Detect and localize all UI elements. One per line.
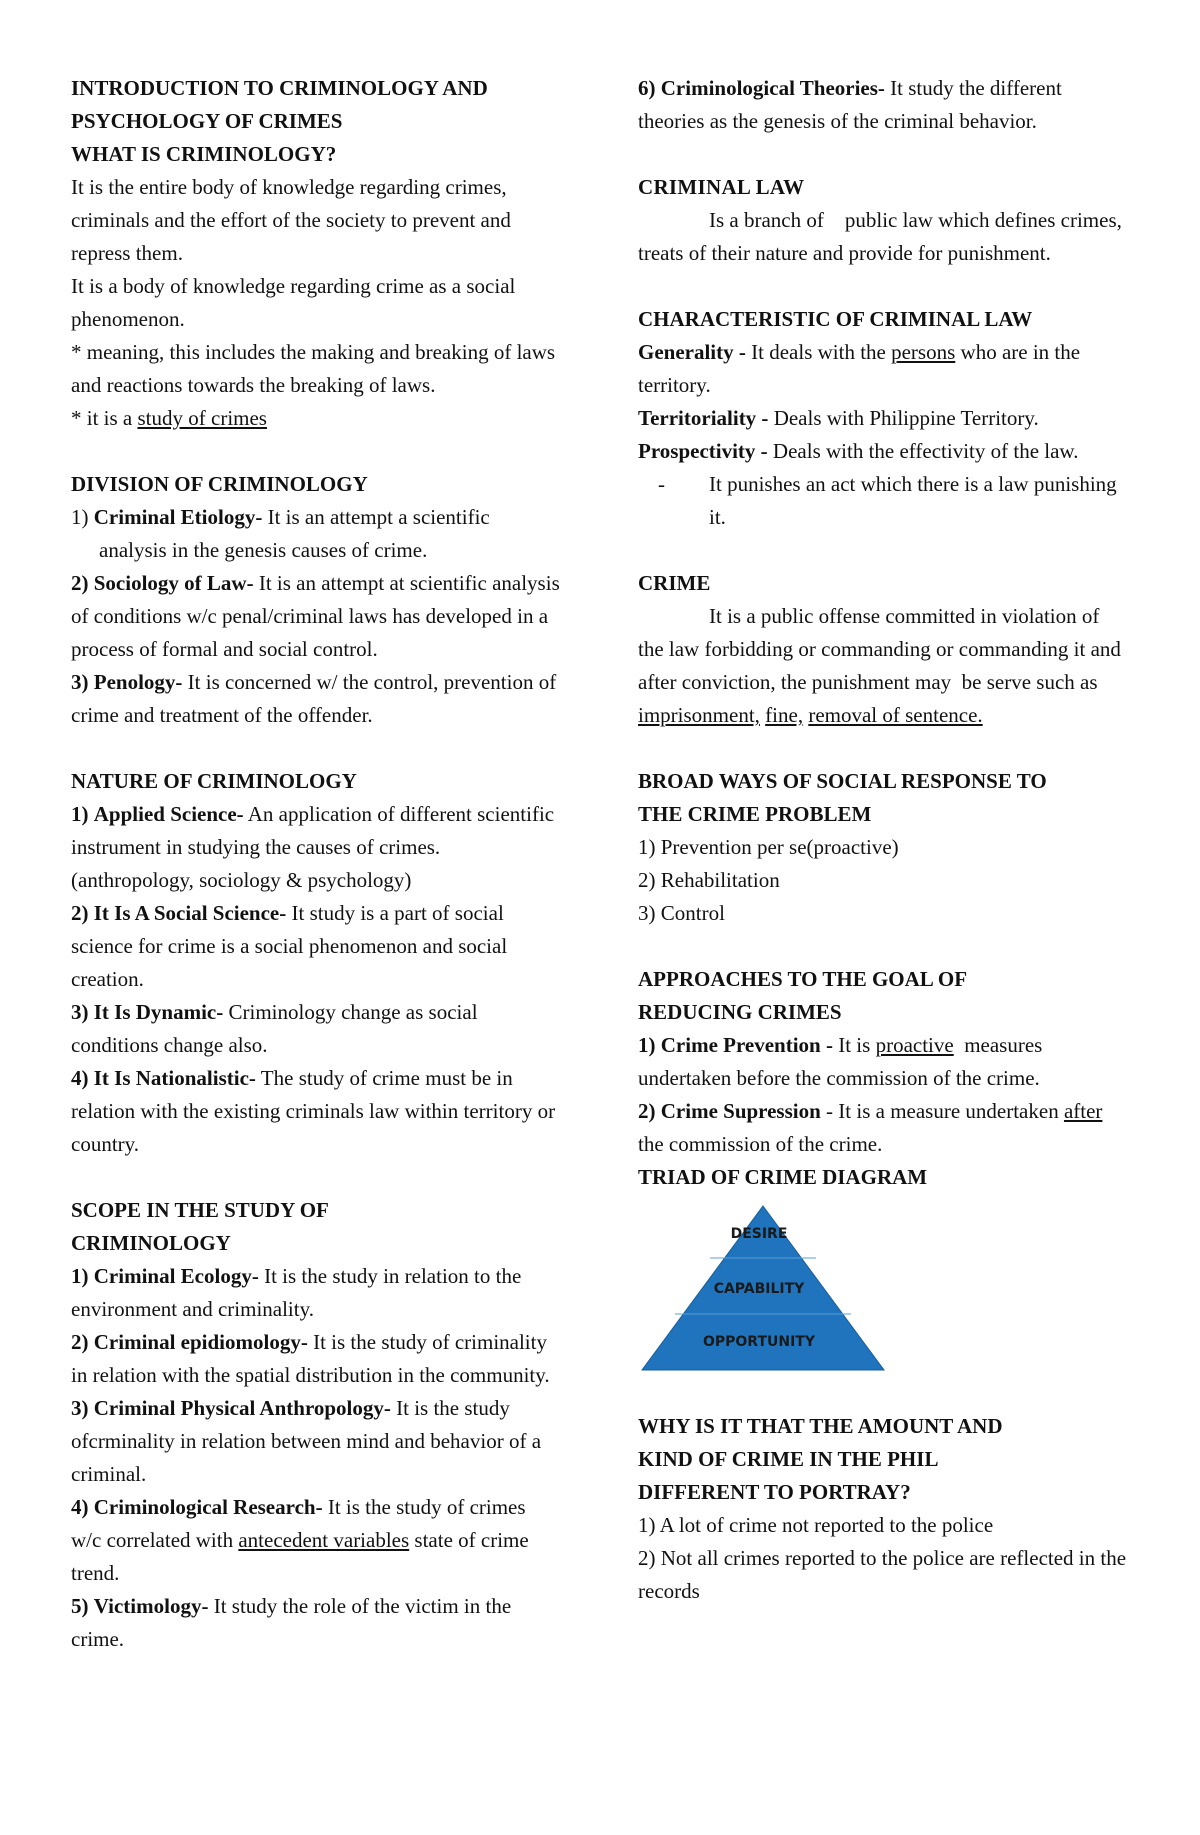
- item-text: It deals with the: [745, 340, 892, 364]
- dash-item-text: It punishes an act which there is a law punishing it.: [709, 472, 1117, 529]
- item-text: Deals with the effectivity of the law.: [767, 439, 1079, 463]
- why-item-2: 2) Not all crimes reported to the police are reflected in the records: [638, 1546, 1127, 1603]
- item-text: - It is a measure undertaken: [820, 1099, 1064, 1123]
- item-term: Criminological Theories-: [660, 76, 885, 100]
- characteristic-territoriality: [638, 402, 1128, 435]
- item-term: Crime Prevention -: [660, 1033, 833, 1057]
- item-term: Applied Science-: [93, 802, 244, 826]
- nature-heading: NATURE OF CRIMINOLOGY: [71, 769, 357, 793]
- item-text: An application of different scientific instrument in studying the causes of crimes. (anthropology, sociology & psychology): [71, 802, 555, 892]
- item-term: It Is A Social Science-: [93, 901, 287, 925]
- crime-text: It is a public offense committed in violation of the law forbidding or commanding or commanding it and after conviction, the punishment may be serve such as: [638, 604, 1127, 694]
- broad-ways-heading-line-1: BROAD WAYS OF SOCIAL RESPONSE TO: [638, 769, 1047, 793]
- scope-item-3: [71, 1392, 561, 1491]
- prospectivity-dash-item: [638, 468, 1128, 534]
- item-text: It is an attempt at scientific analysis of conditions w/c penal/criminal laws has developed in a process of formal and social control.: [71, 571, 560, 661]
- scope-item-5: [71, 1590, 561, 1656]
- what-is-criminology-heading: WHAT IS CRIMINOLOGY?: [71, 142, 337, 166]
- crime-underlined-1: imprisonment,: [638, 703, 760, 727]
- item-text: It is concerned w/ the control, prevention of crime and treatment of the offender.: [71, 670, 557, 727]
- nature-item-1: [71, 798, 561, 897]
- why-heading-line-2: KIND OF CRIME IN THE PHIL: [638, 1447, 939, 1471]
- item-term: Criminal Etiology-: [93, 505, 263, 529]
- scope-item-4: [71, 1491, 561, 1590]
- item-number: 1): [71, 802, 89, 826]
- division-item-1: [71, 501, 561, 567]
- item-number: 1): [638, 1033, 656, 1057]
- item-number: 2): [71, 571, 89, 595]
- definition-note-2: [71, 402, 561, 435]
- item-number: 3): [71, 670, 89, 694]
- item-text-end: measures undertaken before the commission of the crime.: [638, 1033, 1048, 1090]
- scope-heading-line-1: SCOPE IN THE STUDY OF: [71, 1198, 329, 1222]
- item-term: Criminal epidiomology-: [93, 1330, 308, 1354]
- item-number: 4): [71, 1066, 89, 1090]
- why-heading-line-1: WHY IS IT THAT THE AMOUNT AND: [638, 1414, 1003, 1438]
- item-number: 4): [71, 1495, 89, 1519]
- characteristic-generality: [638, 336, 1128, 402]
- scope-item-1: [71, 1260, 561, 1326]
- broad-ways-item-2: 2) Rehabilitation: [638, 868, 780, 892]
- left-column: [71, 72, 561, 1656]
- triad-heading: TRIAD OF CRIME DIAGRAM: [638, 1165, 928, 1189]
- item-text: It is the study of criminality in relation with the spatial distribution in the community.: [71, 1330, 550, 1387]
- characteristic-prospectivity: [638, 435, 1128, 468]
- triad-of-crime-diagram: [638, 1202, 888, 1374]
- item-underlined: proactive: [875, 1033, 954, 1057]
- item-number: 2): [71, 1330, 89, 1354]
- item-number: 5): [71, 1594, 89, 1618]
- item-number: 3): [71, 1000, 89, 1024]
- scope-item-2: [71, 1326, 561, 1392]
- item-text: It study the different theories as the genesis of the criminal behavior.: [638, 76, 1062, 133]
- triad-label-capability: CAPABILITY: [713, 1281, 805, 1297]
- dash-marker: -: [658, 472, 665, 496]
- definition-paragraph-2: It is a body of knowledge regarding crime as a social phenomenon.: [71, 274, 516, 331]
- right-column: [638, 72, 1128, 1608]
- triad-pyramid: [638, 1202, 888, 1374]
- item-term: Territoriality -: [638, 406, 769, 430]
- item-term: It Is Dynamic-: [93, 1000, 224, 1024]
- item-underlined: after: [1063, 1099, 1103, 1123]
- approach-item-2: [638, 1095, 1128, 1161]
- characteristic-heading: CHARACTERISTIC OF CRIMINAL LAW: [638, 307, 1033, 331]
- item-text: It study is a part of social science for crime is a social phenomenon and social creation.: [71, 901, 508, 991]
- broad-ways-item-1: 1) Prevention per se(proactive): [638, 835, 899, 859]
- item-number: 3): [71, 1396, 89, 1420]
- division-item-3: [71, 666, 561, 732]
- item-text-end: state of crime trend.: [71, 1528, 529, 1585]
- approaches-heading-line-2: REDUCING CRIMES: [638, 1000, 842, 1024]
- item-term: Criminological Research-: [93, 1495, 323, 1519]
- item-text: It is: [832, 1033, 876, 1057]
- item-text: It study the role of the victim in the crime.: [71, 1594, 512, 1651]
- broad-ways-item-3: 3) Control: [638, 901, 725, 925]
- broad-ways-heading-line-2: THE CRIME PROBLEM: [638, 802, 872, 826]
- item-underlined: antecedent variables: [238, 1528, 410, 1552]
- approaches-heading-line-1: APPROACHES TO THE GOAL OF: [638, 967, 968, 991]
- scope-heading-line-2: CRIMINOLOGY: [71, 1231, 231, 1255]
- theories-item: [638, 72, 1128, 138]
- doc-title-line-2: PSYCHOLOGY OF CRIMES: [71, 109, 343, 133]
- item-term: Criminal Physical Anthropology-: [93, 1396, 391, 1420]
- note-text: * it is a: [71, 406, 138, 430]
- item-text-end: the commission of the crime.: [638, 1132, 883, 1156]
- item-number: 6): [638, 76, 656, 100]
- nature-item-2: [71, 897, 561, 996]
- item-term: Criminal Ecology-: [93, 1264, 259, 1288]
- nature-item-4: [71, 1062, 561, 1161]
- item-text: It is the study in relation to the environment and criminality.: [71, 1264, 522, 1321]
- crime-underlined-3: removal of sentence.: [808, 703, 983, 727]
- crime-underlined-2: fine,: [765, 703, 804, 727]
- item-text: Criminology change as social conditions change also.: [71, 1000, 478, 1057]
- item-text-end: who are in the territory.: [638, 340, 1081, 397]
- item-term: It Is Nationalistic-: [93, 1066, 256, 1090]
- item-number: 2): [71, 901, 89, 925]
- crime-heading: CRIME: [638, 571, 711, 595]
- criminal-law-definition: Is a branch of public law which defines crimes, treats of their nature and provide for punishment.: [638, 208, 1128, 265]
- heading-text: CRIMINAL LAW: [638, 175, 805, 199]
- division-item-2: [71, 567, 561, 666]
- nature-item-3: [71, 996, 561, 1062]
- item-text: The study of crime must be in relation with the existing criminals law within territory or country.: [71, 1066, 556, 1156]
- definition-note-1: * meaning, this includes the making and breaking of laws and reactions towards the breaking of laws.: [71, 340, 556, 397]
- definition-paragraph-1: It is the entire body of knowledge regarding crimes, criminals and the effort of the society to prevent and repress them.: [71, 175, 511, 265]
- item-text: It is the study ofcrminality in relation between mind and behavior of a criminal.: [71, 1396, 542, 1486]
- item-term: Penology-: [93, 670, 183, 694]
- why-item-1: 1) A lot of crime not reported to the police: [638, 1513, 994, 1537]
- item-underlined: persons: [891, 340, 956, 364]
- criminal-law-heading: [638, 171, 1128, 204]
- item-text: Deals with Philippine Territory.: [768, 406, 1039, 430]
- approach-item-1: [638, 1029, 1128, 1095]
- why-heading-line-3: DIFFERENT TO PORTRAY?: [638, 1480, 911, 1504]
- item-text: It is the study of crimes w/c correlated with: [71, 1495, 526, 1552]
- item-term: Crime Supression: [660, 1099, 821, 1123]
- triad-label-desire: DESIRE: [730, 1226, 788, 1242]
- doc-title-line-1: INTRODUCTION TO CRIMINOLOGY AND: [71, 76, 488, 100]
- item-term: Sociology of Law-: [93, 571, 254, 595]
- item-term: Prospectivity -: [638, 439, 768, 463]
- item-number: 1): [71, 505, 89, 529]
- crime-definition: [638, 600, 1128, 732]
- division-heading: DIVISION OF CRIMINOLOGY: [71, 472, 368, 496]
- item-number: 1): [71, 1264, 89, 1288]
- item-text: It is an attempt a scientific analysis in the genesis causes of crime.: [99, 505, 490, 562]
- item-number: 2): [638, 1099, 656, 1123]
- item-term: Generality -: [638, 340, 746, 364]
- triad-label-opportunity: OPPORTUNITY: [702, 1334, 816, 1350]
- item-term: Victimology-: [93, 1594, 209, 1618]
- note-underlined: study of crimes: [137, 406, 267, 430]
